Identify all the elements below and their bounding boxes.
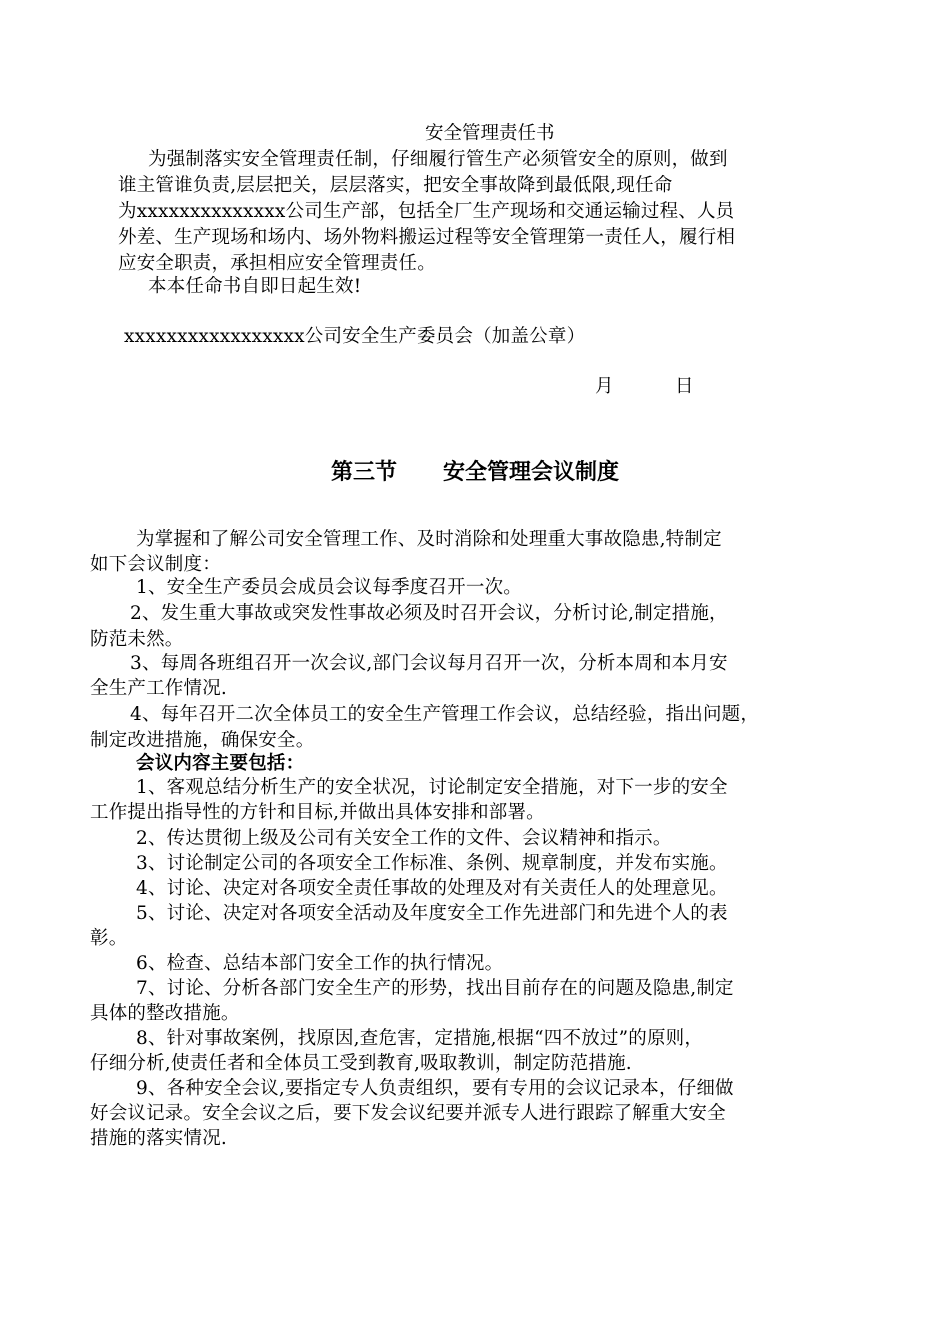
- section-intro-line: 如下会议制度：: [90, 554, 221, 575]
- content-line: 6、检查、总结本部门安全工作的执行情况。: [136, 953, 504, 974]
- content-heading: 会议内容主要包括：: [136, 753, 305, 774]
- section-intro-line: 为掌握和了解公司安全管理工作、及时消除和处理重大事故隐患,特制定: [136, 529, 722, 550]
- rule-line: 3、每周各班组召开一次会议,部门会议每月召开一次，分析本周和本月安: [130, 653, 728, 674]
- content-line: 工作提出指导性的方针和目标,并做出具体安排和部署。: [90, 802, 545, 823]
- letter-paragraph-line: 为xxxxxxxxxxxxxx公司生产部，包括全厂生产现场和交通运输过程、人员: [118, 201, 735, 222]
- letter-paragraph-line: 应安全职责，承担相应安全管理责任。: [118, 253, 436, 274]
- content-line: 1、客观总结分析生产的安全状况，讨论制定安全措施，对下一步的安全: [136, 777, 728, 798]
- rule-line: 全生产工作情况.: [90, 678, 227, 699]
- content-line: 8、针对事故案例，找原因,查危害，定措施,根据“四不放过”的原则，: [136, 1028, 704, 1049]
- letter-paragraph-line: 谁主管谁负责,层层把关，层层落实，把安全事故降到最低限,现任命: [118, 175, 673, 196]
- content-line: 7、讨论、分析各部门安全生产的形势，找出目前存在的问题及隐患,制定: [136, 978, 734, 999]
- rule-line: 防范未然。: [90, 629, 184, 650]
- content-line: 具体的整改措施。: [90, 1003, 240, 1024]
- content-line: 仔细分析,使责任者和全体员工受到教育,吸取教训，制定防范措施.: [90, 1053, 632, 1074]
- letter-signature: xxxxxxxxxxxxxxxxx公司安全生产委员会（加盖公章）: [124, 326, 586, 347]
- content-line: 彰。: [90, 928, 128, 949]
- date-day-label: 日: [675, 376, 694, 397]
- letter-effective-statement: 本本任命书自即日起生效!: [148, 276, 362, 297]
- rule-line: 2、发生重大事故或突发性事故必须及时召开会议，分析讨论,制定措施，: [130, 603, 728, 624]
- letter-paragraph-line: 外差、生产现场和场内、场外物料搬运过程等安全管理第一责任人，履行相: [118, 227, 736, 248]
- content-line: 措施的落实情况.: [90, 1128, 227, 1149]
- rule-line: 4、每年召开二次全体员工的安全生产管理工作会议，总结经验，指出问题，: [130, 704, 760, 725]
- content-line: 2、传达贯彻上级及公司有关安全工作的文件、会议精神和指示。: [136, 828, 672, 849]
- letter-title: 安全管理责任书: [425, 123, 555, 144]
- date-month-label: 月: [595, 376, 614, 397]
- rule-line: 1、安全生产委员会成员会议每季度召开一次。: [136, 577, 522, 598]
- content-line: 4、讨论、决定对各项安全责任事故的处理及对有关责任人的处理意见。: [136, 878, 728, 899]
- content-line: 好会议记录。安全会议之后，要下发会议纪要并派专人进行跟踪了解重大安全: [90, 1103, 726, 1124]
- letter-paragraph-line: 为强制落实安全管理责任制，仔细履行管生产必须管安全的原则，做到: [148, 149, 728, 170]
- section-heading: 第三节 安全管理会议制度: [331, 460, 619, 485]
- content-line: 5、讨论、决定对各项安全活动及年度安全工作先进部门和先进个人的表: [136, 903, 728, 924]
- rule-line: 制定改进措施，确保安全。: [90, 730, 315, 751]
- content-line: 3、讨论制定公司的各项安全工作标准、条例、规章制度，并发布实施。: [136, 853, 728, 874]
- content-line: 9、各种安全会议,要指定专人负责组织，要有专用的会议记录本，仔细做: [136, 1078, 734, 1099]
